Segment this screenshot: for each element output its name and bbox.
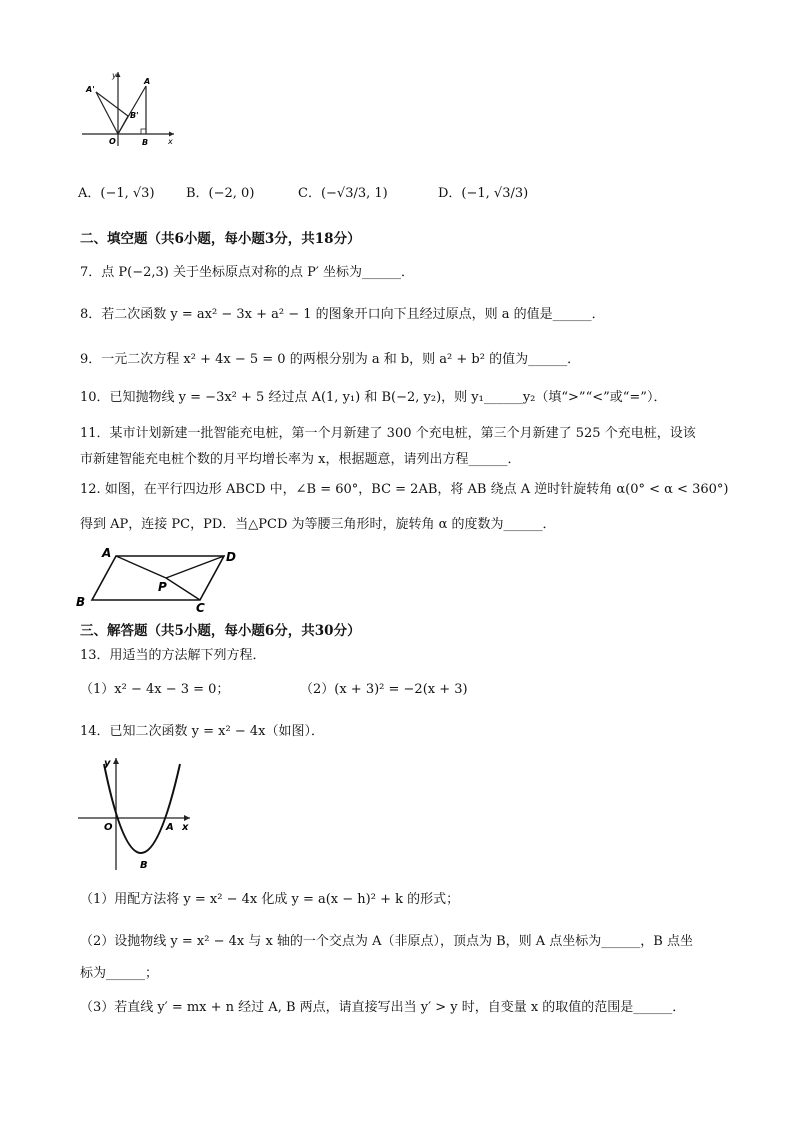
question-14-part2-line2: 标为______；: [80, 966, 159, 981]
section2-heading: 二、填空题（共6小题，每小题3分，共18分）: [80, 231, 361, 247]
fig1-x-label: x: [168, 137, 173, 146]
question-14-part3: （3）若直线 y′ = mx + n 经过 A, B 两点，请直接写出当 y′ > y 时，自变量 x 的取值的范围是______．: [80, 1000, 686, 1015]
question-11-line2: 市新建智能充电桩个数的月平均增长率为 x，根据题意，请列出方程______．: [80, 452, 521, 467]
fig2-c-label: C: [196, 601, 205, 614]
question-13: 13．用适当的方法解下列方程．: [80, 648, 266, 663]
fig3-b-label: B: [140, 860, 148, 871]
fig1-b-label: B: [142, 138, 149, 147]
question-12-line2: 得到 AP，连接 PC，PD．当△PCD 为等腰三角形时，旋转角 α 的度数为______．: [80, 517, 556, 532]
question-12-line1: 12. 如图，在平行四边形 ABCD 中，∠B = 60°，BC = 2AB，将 AB 绕点 A 逆时针旋转角 α(0° < α < 360°): [80, 482, 729, 497]
question-14-part2-line1: （2）设抛物线 y = x² − 4x 与 x 轴的一个交点为 A（非原点），顶点为 B，则 A 点坐标为______，B 点坐: [80, 934, 693, 949]
fig2-a-label: A: [102, 546, 112, 560]
fig2-b-label: B: [76, 595, 86, 609]
parabola-figure: [74, 752, 194, 874]
question-14: 14．已知二次函数 y = x² − 4x（如图）．: [80, 724, 324, 739]
question-10: 10．已知抛物线 y = −3x² + 5 经过点 A(1, y₁) 和 B(−2, y₂)，则 y₁______y₂（填“>”“<”或“=”）．: [80, 390, 667, 405]
fig1-o-label: O: [109, 137, 116, 146]
fig1-a-label: A: [144, 77, 151, 86]
option-a: A．(−1, √3): [78, 186, 155, 201]
fig2-p-label: P: [158, 580, 167, 594]
section3-heading: 三、解答题（共5小题，每小题6分，共30分）: [80, 623, 361, 639]
question-13-part1: （1）x² − 4x − 3 = 0；: [80, 682, 230, 697]
fig1-y-label: y: [112, 71, 117, 80]
fig3-x-label: x: [182, 822, 189, 833]
question-14-part1: （1）用配方法将 y = x² − 4x 化成 y = a(x − h)² + k 的形式；: [80, 892, 460, 907]
option-b: B．(−2, 0): [186, 186, 255, 201]
fig1-a-prime-label: A': [86, 85, 95, 94]
question-8: 8．若二次函数 y = ax² − 3x + a² − 1 的图象开口向下且经过原点，则 a 的值是______．: [80, 307, 605, 322]
fig3-o-label: O: [104, 822, 113, 833]
option-d: D．(−1, √3/3): [438, 186, 529, 201]
question-7: 7．点 P(−2,3) 关于坐标原点对称的点 P′ 坐标为______．: [80, 265, 414, 280]
fig1-b-prime-label: B': [130, 111, 139, 120]
rotation-figure: [78, 68, 178, 150]
question-13-part2: （2）(x + 3)² = −2(x + 3): [300, 682, 468, 697]
fig2-d-label: D: [226, 550, 236, 564]
parallelogram-figure: [72, 544, 242, 614]
question-9: 9．一元二次方程 x² + 4x − 5 = 0 的两根分别为 a 和 b，则 a² + b² 的值为______．: [80, 352, 581, 367]
question-11-line1: 11．某市计划新建一批智能充电桩，第一个月新建了 300 个充电桩，第三个月新建了 525 个充电桩，设该: [80, 426, 696, 441]
fig3-a-label: A: [166, 822, 174, 833]
option-c: C．(−√3/3, 1): [298, 186, 388, 201]
fig3-y-label: y: [104, 758, 111, 769]
